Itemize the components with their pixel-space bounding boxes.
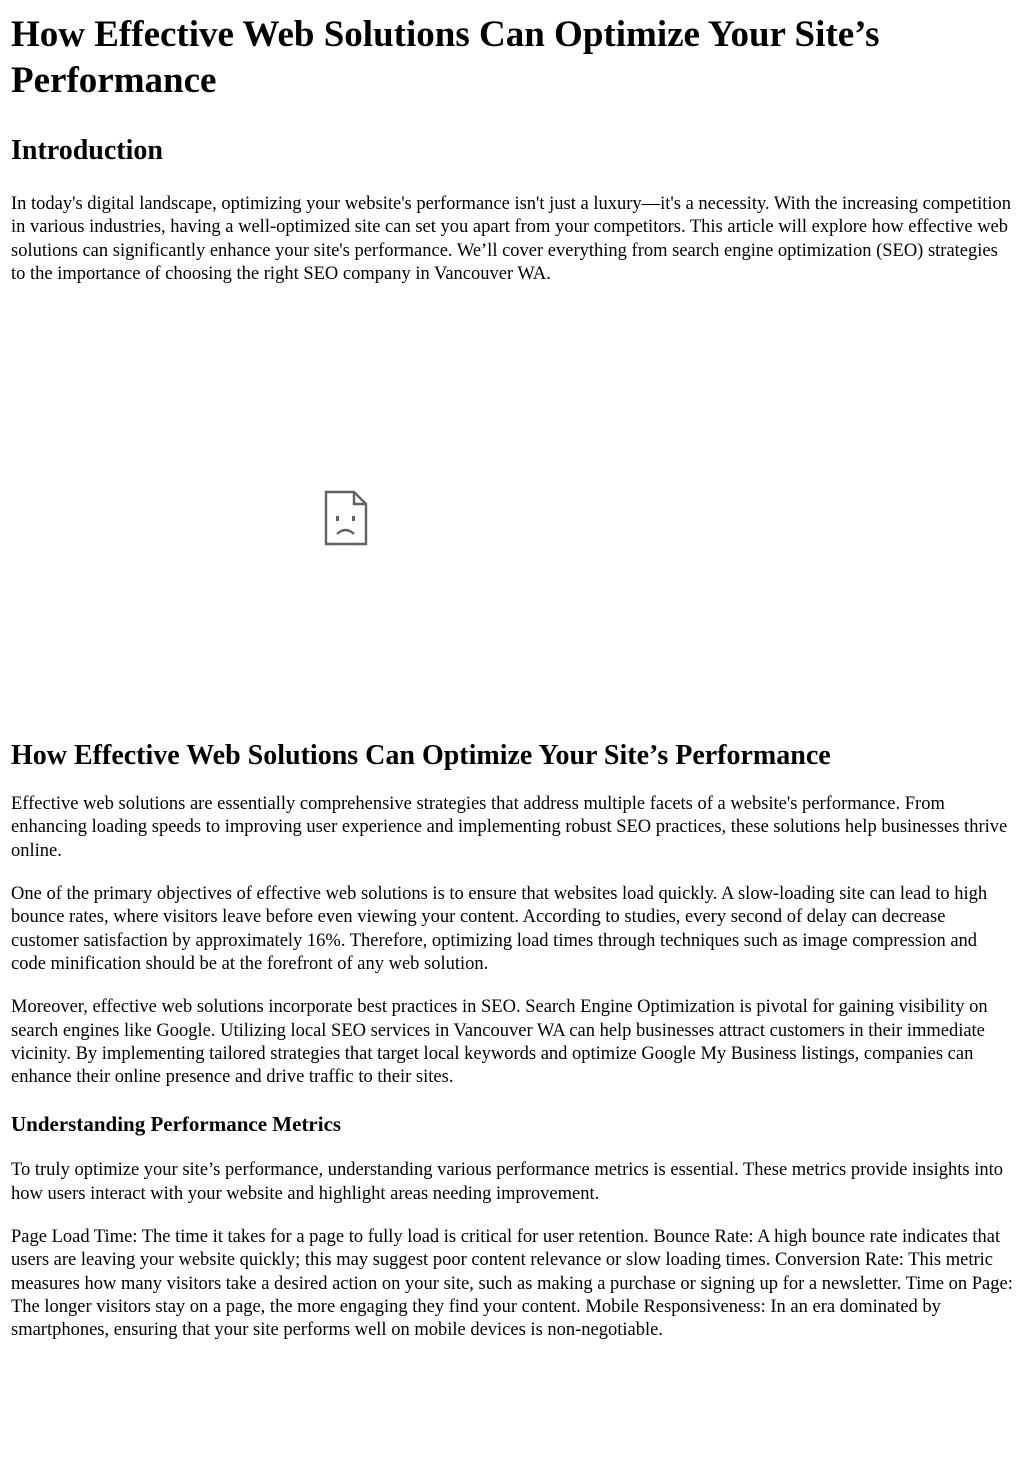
section-heading: How Effective Web Solutions Can Optimize Your Site’s Performance [11, 740, 831, 772]
page-title: How Effective Web Solutions Can Optimize Your Site’s Performance [11, 14, 880, 101]
broken-image-icon [324, 490, 368, 546]
introduction-paragraph: In today's digital landscape, optimizing your website's performance isn't just a luxury—it's a necessity. With the increasing competition in various industries, having a well-optimized site can set you apart from your competitors. This article will explore how effective web solutions can significantly enhance your site's performance. We’ll cover everything from search engine optimization (SEO) strategies to the importance of choosing the right SEO company in Vancouver WA. [11, 194, 1012, 284]
image-placeholder [11, 294, 1014, 739]
section-paragraph: Moreover, effective web solutions incorporate best practices in SEO. Search Engine Optimization is pivotal for gaining visibility on search engines like Google. Utilizing local SEO services in Vancouver WA can help businesses attract customers in their immediate vicinity. By implementing tailored strategies that target local keywords and optimize Google My Business listings, companies can enhance their online presence and drive traffic to their sites. [11, 997, 988, 1088]
metrics-paragraph: Page Load Time: The time it takes for a page to fully load is critical for user retention. Bounce Rate: A high bounce rate indicates that users are leaving your website quickly; this may suggest poor content relevance or slow loading times. Conversion Rate: This metric measures how many visitors take a desired action on your site, such as making a purchase or signing up for a newsletter. Time on Page: The longer visitors stay on a page, the more engaging they find your content. Mobile Responsiveness: In an era dominated by smartphones, ensuring that your site performs well on mobile devices is non-negotiable. [11, 1227, 1013, 1341]
metrics-heading: Understanding Performance Metrics [11, 1112, 342, 1137]
metrics-paragraph: To truly optimize your site’s performance, understanding various performance metrics is essential. These metrics provide insights into how users interact with your website and highlight areas needing improvement. [11, 1160, 1003, 1204]
section-paragraph: One of the primary objectives of effective web solutions is to ensure that websites load quickly. A slow-loading site can lead to high bounce rates, where visitors leave before even viewing your content. According to studies, every second of delay can decrease customer satisfaction by approximately 16%. Therefore, optimizing load times through techniques such as image compression and code minification should be at the forefront of any web solution. [11, 884, 988, 974]
section-paragraph: Effective web solutions are essentially comprehensive strategies that address multiple facets of a website's performance. From enhancing loading speeds to improving user experience and implementing robust SEO practices, these solutions help businesses thrive online. [11, 794, 1008, 861]
article-page [0, 12, 1024, 1458]
introduction-heading: Introduction [11, 135, 163, 166]
